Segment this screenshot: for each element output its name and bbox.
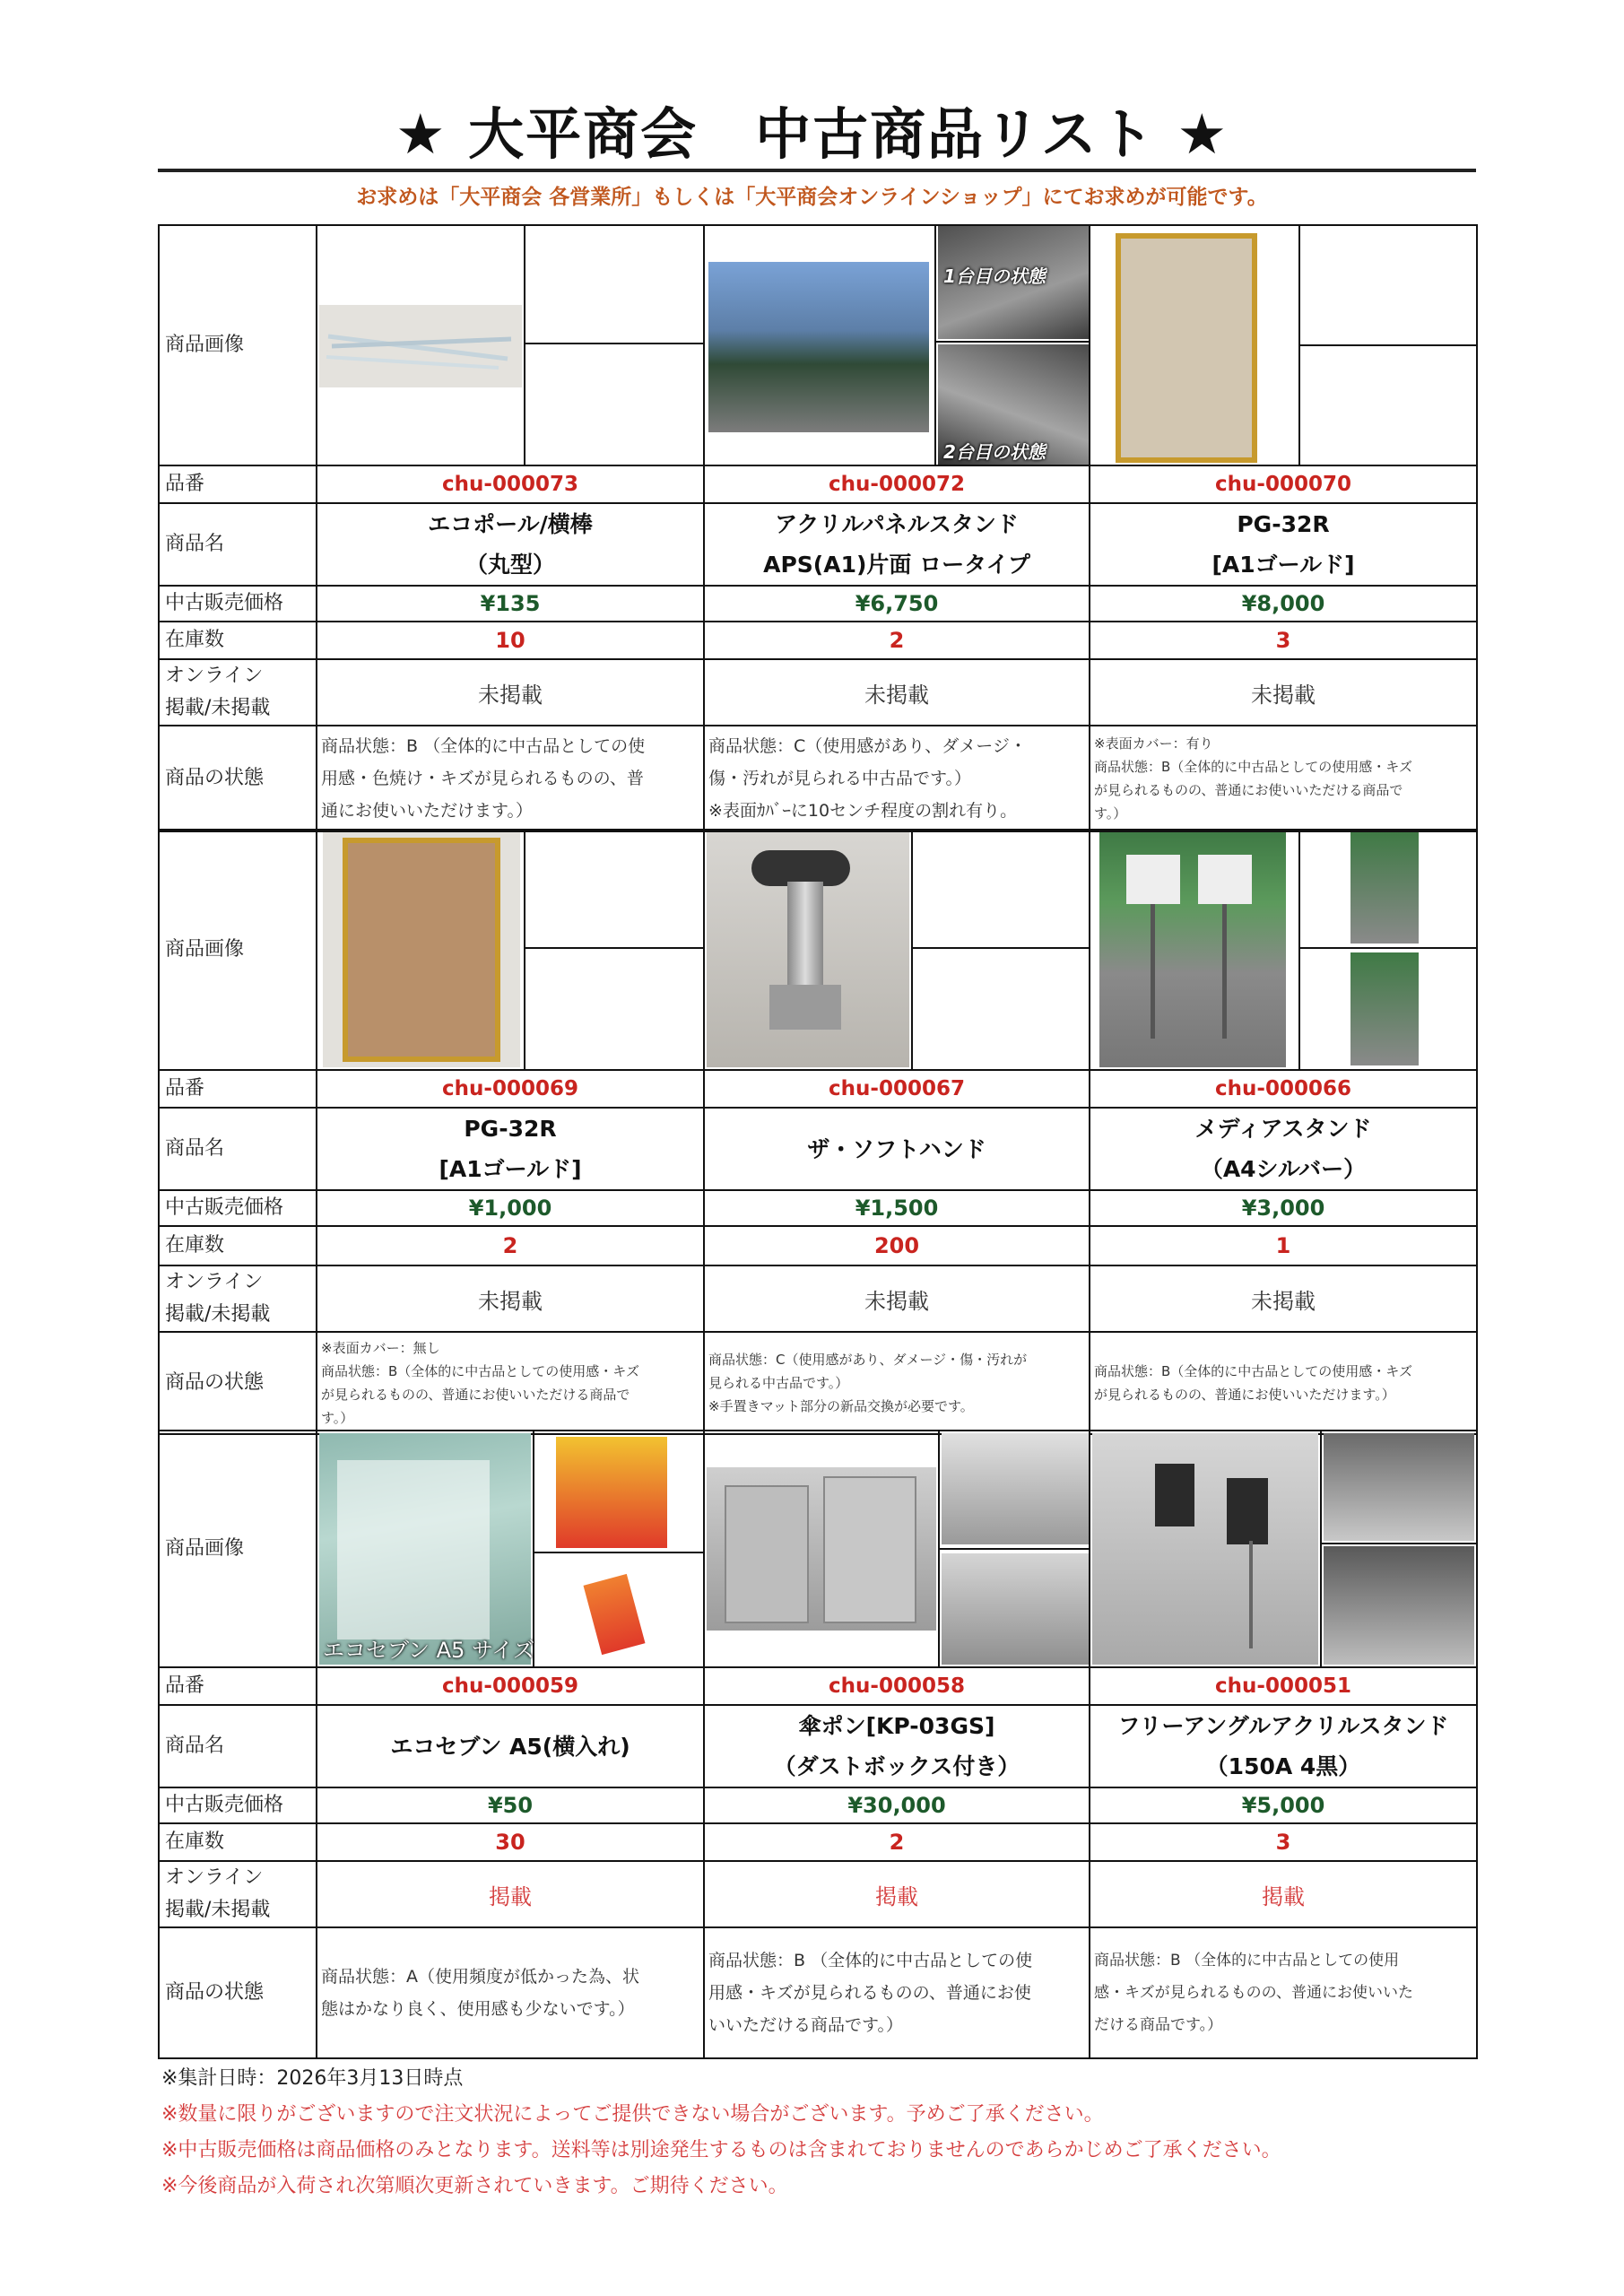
product-code: chu-000072: [704, 465, 1090, 503]
product-stock: 3: [1090, 622, 1477, 659]
product-image-cell: [704, 225, 1090, 465]
product-price: ¥3,000: [1090, 1190, 1477, 1226]
row-label-image: 商品画像: [159, 225, 317, 465]
online-status: 未掲載: [317, 659, 704, 726]
product-block-3: [158, 1430, 1478, 2059]
product-photo: [1324, 1433, 1474, 1541]
product-block-1: [158, 224, 1478, 832]
product-photo: [556, 1437, 667, 1548]
row-label-code: 品番: [159, 1070, 317, 1108]
row-label-stock: 在庫数: [159, 1226, 317, 1265]
product-image-cell: [317, 830, 704, 1070]
online-status: 未掲載: [1090, 1265, 1477, 1332]
product-image-cell: [704, 830, 1090, 1070]
product-price: ¥50: [317, 1787, 704, 1823]
row-label-online: オンライン 掲載/未掲載: [159, 659, 317, 726]
row-label-price: 中古販売価格: [159, 1787, 317, 1823]
product-price: ¥6,750: [704, 586, 1090, 622]
product-photo: [708, 262, 929, 432]
row-label-condition: 商品の状態: [159, 1927, 317, 2058]
product-condition: 商品状態：B （全体的に中古品としての使用 感・キズが見られるものの、普通にお使いいた だける商品です。）: [1090, 1927, 1477, 2058]
product-photo: [1092, 1433, 1318, 1665]
product-image-cell: [317, 1431, 704, 1667]
product-name: メディアスタンド （A4シルバー）: [1090, 1108, 1477, 1190]
product-stock: 30: [317, 1823, 704, 1861]
aggregation-date-note: ※集計日時：2026年3月13日時点: [161, 2067, 464, 2090]
row-label-name: 商品名: [159, 1705, 317, 1787]
title-divider: [158, 169, 1476, 172]
product-code: chu-000069: [317, 1070, 704, 1108]
row-label-image: 商品画像: [159, 830, 317, 1070]
product-name: エコポール/横棒 （丸型）: [317, 503, 704, 586]
product-price: ¥5,000: [1090, 1787, 1477, 1823]
product-stock: 2: [317, 1226, 704, 1265]
row-label-name: 商品名: [159, 503, 317, 586]
product-code: chu-000066: [1090, 1070, 1477, 1108]
row-label-name: 商品名: [159, 1108, 317, 1190]
product-condition: 商品状態：B （全体的に中古品としての使 用感・キズが見られるものの、普通にお使 いいただける商品です。）: [704, 1927, 1090, 2058]
product-condition: ※表面カバー：有り 商品状態：B（全体的に中古品としての使用感・キズ が見られるものの、普通にお使いいただける商品で す。）: [1090, 726, 1477, 831]
product-name: PG-32R [A1ゴールド]: [317, 1108, 704, 1190]
row-label-image: 商品画像: [159, 1431, 317, 1667]
product-photo: [942, 1433, 1089, 1544]
product-name: フリーアングルアクリルスタンド （150A 4黒）: [1090, 1705, 1477, 1787]
footer-note: ※中古販売価格は商品価格のみとなります。送料等は別途発生するものは含まれておりませんのであらかじめご了承ください。: [161, 2139, 1281, 2161]
product-name: エコセブン A5(横入れ): [317, 1705, 704, 1787]
product-photo: [707, 832, 909, 1067]
product-image-cell: [317, 225, 704, 465]
footer-note: ※数量に限りがございますので注文状況によってご提供できない場合がございます。予めご了承ください。: [161, 2103, 1104, 2126]
row-label-online: オンライン 掲載/未掲載: [159, 1861, 317, 1927]
product-stock: 2: [704, 622, 1090, 659]
product-condition: 商品状態：B（全体的に中古品としての使用感・キズ が見られるものの、普通にお使いいただけます。）: [1090, 1332, 1477, 1434]
product-price: ¥1,000: [317, 1190, 704, 1226]
product-stock: 200: [704, 1226, 1090, 1265]
product-image-cell: [1090, 830, 1477, 1070]
product-image-cell: [1090, 225, 1477, 465]
product-code: chu-000051: [1090, 1667, 1477, 1705]
row-label-price: 中古販売価格: [159, 1190, 317, 1226]
online-status: 未掲載: [1090, 659, 1477, 726]
product-photo: [323, 832, 520, 1067]
product-price: ¥1,500: [704, 1190, 1090, 1226]
product-name: 傘ポン[KP-03GS] （ダストボックス付き）: [704, 1705, 1090, 1787]
product-photo: [1324, 1546, 1474, 1665]
product-stock: 2: [704, 1823, 1090, 1861]
product-photo: [556, 1566, 667, 1663]
online-status: 掲載: [704, 1861, 1090, 1927]
product-condition: 商品状態：C（使用感があり、ダメージ・ 傷・汚れが見られる中古品です。） ※表面ｶﾊﾞｰに10センチ程度の割れ有り。: [704, 726, 1090, 831]
product-photo: [319, 305, 522, 387]
product-condition: 商品状態：A（使用頻度が低かった為、状 態はかなり良く、使用感も少ないです。）: [317, 1927, 704, 2058]
product-photo: [1350, 832, 1419, 944]
product-code: chu-000070: [1090, 465, 1477, 503]
product-stock: 10: [317, 622, 704, 659]
online-status: 掲載: [1090, 1861, 1477, 1927]
row-label-stock: 在庫数: [159, 622, 317, 659]
product-image-cell: [1090, 1431, 1477, 1667]
row-label-condition: 商品の状態: [159, 726, 317, 831]
product-block-2: [158, 829, 1478, 1435]
product-code: chu-000073: [317, 465, 704, 503]
product-photo: [1350, 952, 1419, 1065]
page-subtitle: お求めは「大平商会 各営業所」もしくは「大平商会オンラインショップ」にてお求めが可能です。: [356, 186, 1268, 209]
product-code: chu-000067: [704, 1070, 1090, 1108]
photo-caption: 2台目の状態: [943, 441, 1046, 463]
product-photo: [319, 1433, 531, 1665]
product-photo: [1099, 832, 1286, 1067]
online-status: 未掲載: [704, 659, 1090, 726]
product-stock: 3: [1090, 1823, 1477, 1861]
product-price: ¥8,000: [1090, 586, 1477, 622]
row-label-price: 中古販売価格: [159, 586, 317, 622]
product-condition: ※表面カバー：無し 商品状態：B（全体的に中古品としての使用感・キズ が見られるものの、普通にお使いいただける商品で す。）: [317, 1332, 704, 1434]
page-title: ★ 大平商会 中古商品リスト ★: [395, 101, 1229, 167]
online-status: 未掲載: [704, 1265, 1090, 1332]
product-price: ¥30,000: [704, 1787, 1090, 1823]
product-price: ¥135: [317, 586, 704, 622]
row-label-code: 品番: [159, 1667, 317, 1705]
product-photo: [707, 1467, 936, 1631]
product-name: PG-32R [A1ゴールド]: [1090, 503, 1477, 586]
product-image-cell: [704, 1431, 1090, 1667]
online-status: 掲載: [317, 1861, 704, 1927]
product-code: chu-000059: [317, 1667, 704, 1705]
row-label-code: 品番: [159, 465, 317, 503]
photo-caption: エコセブン A5 サイズ: [323, 1638, 535, 1663]
photo-caption: 1台目の状態: [943, 265, 1046, 287]
online-status: 未掲載: [317, 1265, 704, 1332]
product-photo: [942, 1553, 1089, 1665]
product-condition: 商品状態：B （全体的に中古品としての使 用感・色焼け・キズが見られるものの、普 通にお使いいただけます。）: [317, 726, 704, 831]
product-name: ザ・ソフトハンド: [704, 1108, 1090, 1190]
footer-note: ※今後商品が入荷され次第順次更新されていきます。ご期待ください。: [161, 2175, 788, 2197]
product-condition: 商品状態：C（使用感があり、ダメージ・傷・汚れが 見られる中古品です。） ※手置きマット部分の新品交換が必要です。: [704, 1332, 1090, 1434]
row-label-online: オンライン 掲載/未掲載: [159, 1265, 317, 1332]
row-label-condition: 商品の状態: [159, 1332, 317, 1434]
row-label-stock: 在庫数: [159, 1823, 317, 1861]
product-photo: [1116, 233, 1257, 463]
product-name: アクリルパネルスタンド APS(A1)片面 ロータイプ: [704, 503, 1090, 586]
product-stock: 1: [1090, 1226, 1477, 1265]
product-code: chu-000058: [704, 1667, 1090, 1705]
